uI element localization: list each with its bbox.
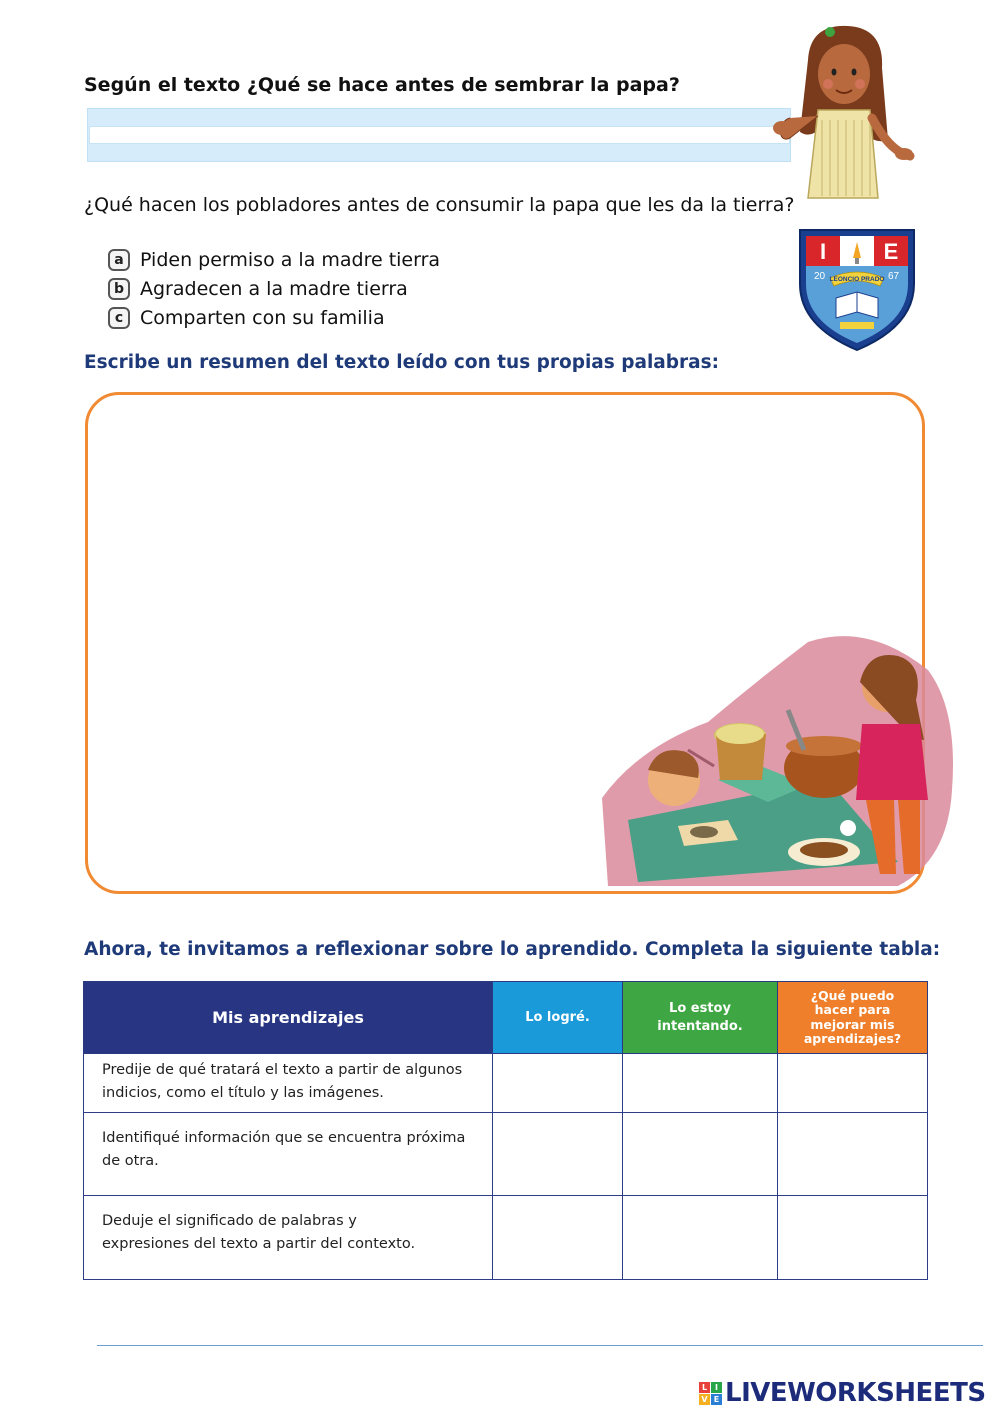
header-mejorar-line3: mejorar mis xyxy=(810,1016,895,1032)
row-2-logre-cell[interactable] xyxy=(493,1113,623,1196)
header-estoy-line1: Lo estoy xyxy=(669,1000,731,1016)
row-1-logre-cell[interactable] xyxy=(493,1054,623,1113)
logo-tile-e: E xyxy=(711,1394,722,1405)
row-3-line1: Deduje el significado de palabras y xyxy=(102,1213,357,1229)
header-mejorar-line4: aprendizajes? xyxy=(803,1031,902,1046)
school-emblem xyxy=(796,226,918,352)
logo-tile-i: I xyxy=(711,1382,722,1393)
row-1-mejorar-cell[interactable] xyxy=(778,1054,928,1113)
header-mis-aprendizajes: Mis aprendizajes xyxy=(84,982,493,1054)
emblem-banner: LEONCIO PRADO xyxy=(829,276,885,283)
liveworksheets-logo[interactable] xyxy=(699,1378,986,1408)
row-3-logre-cell[interactable] xyxy=(493,1196,623,1280)
table-row xyxy=(84,1196,928,1280)
row-3-estoy-cell[interactable] xyxy=(623,1196,778,1280)
option-b-badge: b xyxy=(108,278,130,300)
option-a-text: Piden permiso a la madre tierra xyxy=(140,249,441,271)
header-mejorar-line2: hacer para xyxy=(814,1002,891,1017)
liveworksheets-logo-icon xyxy=(699,1382,722,1405)
emblem-letter-left: I xyxy=(819,239,827,264)
row-1-line2: indicios, como el título y las imágenes. xyxy=(102,1085,384,1101)
row-2-mejorar-cell[interactable] xyxy=(778,1113,928,1196)
option-c-text: Comparten con su familia xyxy=(140,307,385,329)
reflect-heading: Ahora, te invitamos a reflexionar sobre lo aprendido. Completa la siguiente tabla: xyxy=(84,939,941,960)
option-c-badge: c xyxy=(108,307,130,329)
logo-tile-v: V xyxy=(699,1394,710,1405)
row-3-line2: expresiones del texto a partir del contexto. xyxy=(102,1236,416,1252)
logo-tile-l: L xyxy=(699,1382,710,1393)
row-1-line1: Predije de qué tratará el texto a partir de algunos xyxy=(102,1062,463,1078)
row-2-line2: de otra. xyxy=(102,1153,159,1169)
summary-heading: Escribe un resumen del texto leído con tus propias palabras: xyxy=(84,352,720,373)
option-a[interactable] xyxy=(108,249,440,271)
table-row xyxy=(84,1054,928,1113)
row-2-estoy-cell[interactable] xyxy=(623,1113,778,1196)
header-estoy-line2: intentando. xyxy=(657,1018,743,1034)
row-2-learning xyxy=(84,1113,493,1196)
row-1-learning xyxy=(84,1054,493,1113)
table-row xyxy=(84,1113,928,1196)
option-c[interactable] xyxy=(108,307,385,329)
header-mejorar-line1: ¿Qué puedo xyxy=(810,987,895,1003)
option-a-badge: a xyxy=(108,249,130,271)
emblem-year-left: 20 xyxy=(814,271,826,282)
row-1-estoy-cell[interactable] xyxy=(623,1054,778,1113)
emblem-year-right: 67 xyxy=(888,271,900,282)
header-lo-estoy-intentando xyxy=(623,982,778,1054)
option-b[interactable] xyxy=(108,278,408,300)
header-lo-logre: Lo logré. xyxy=(493,982,623,1054)
row-2-line1: Identifiqué información que se encuentra próxima xyxy=(102,1130,466,1146)
row-3-mejorar-cell[interactable] xyxy=(778,1196,928,1280)
header-que-puedo-hacer xyxy=(778,982,928,1054)
summary-textarea[interactable] xyxy=(100,408,584,852)
option-b-text: Agradecen a la madre tierra xyxy=(140,278,408,300)
answer-1-input[interactable] xyxy=(89,126,790,144)
question-2: ¿Qué hacen los pobladores antes de consumir la papa que les da la tierra? xyxy=(84,194,795,216)
liveworksheets-brand-text: LIVEWORKSHEETS xyxy=(725,1378,986,1408)
girl-illustration xyxy=(760,20,920,200)
question-1: Según el texto ¿Qué se hace antes de sembrar la papa? xyxy=(84,74,680,96)
family-meal-illustration xyxy=(598,630,958,888)
row-3-learning xyxy=(84,1196,493,1280)
footer-divider xyxy=(97,1345,983,1346)
emblem-letter-right: E xyxy=(883,239,899,264)
reflection-table xyxy=(83,981,928,1280)
